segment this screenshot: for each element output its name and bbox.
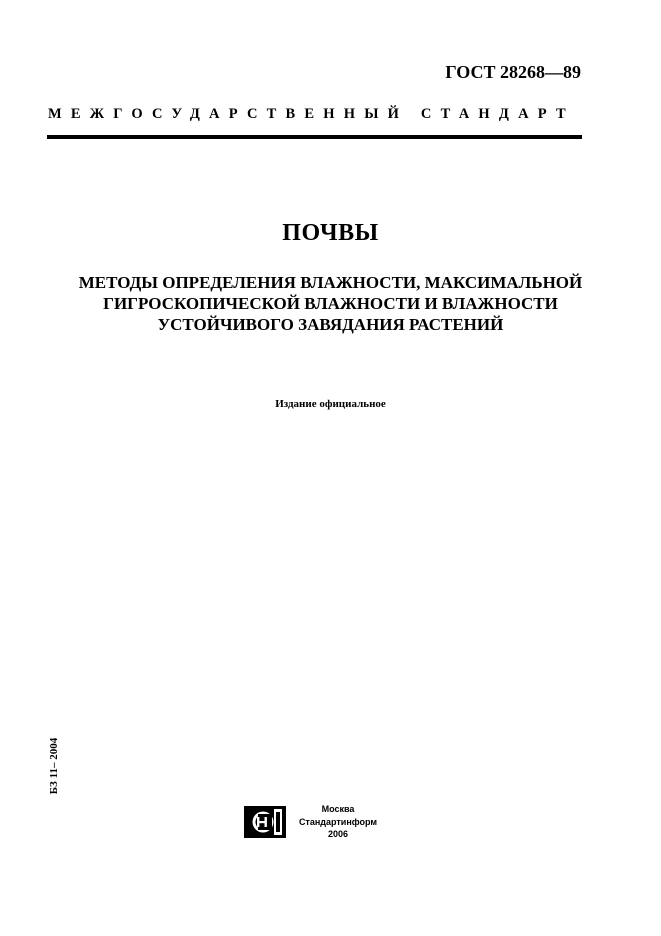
header-rule (47, 135, 582, 139)
standartinform-logo-icon (244, 806, 286, 838)
subtitle-line: МЕТОДЫ ОПРЕДЕЛЕНИЯ ВЛАЖНОСТИ, МАКСИМАЛЬНОЙ (78, 273, 583, 292)
publisher-year: 2006 (327, 829, 349, 839)
publisher-city: Москва (321, 804, 355, 814)
side-code-container (46, 730, 62, 802)
publisher-block (290, 803, 386, 841)
subtitle-line: УСТОЙЧИВОГО ЗАВЯДАНИЯ РАСТЕНИЙ (157, 315, 504, 334)
side-code: БЗ 11– 2004 (48, 737, 60, 795)
subtitle-line: ГИГРОСКОПИЧЕСКОЙ ВЛАЖНОСТИ И ВЛАЖНОСТИ (103, 294, 558, 313)
edition-note: Издание официальное (275, 398, 386, 410)
standard-type: МЕЖГОСУДАРСТВЕННЫЙ СТАНДАРТ (48, 106, 575, 122)
gost-number: ГОСТ 28268—89 (445, 62, 581, 82)
publisher-name: Стандартинформ (298, 816, 378, 827)
subtitle (0, 272, 661, 335)
main-title: ПОЧВЫ (282, 220, 379, 246)
